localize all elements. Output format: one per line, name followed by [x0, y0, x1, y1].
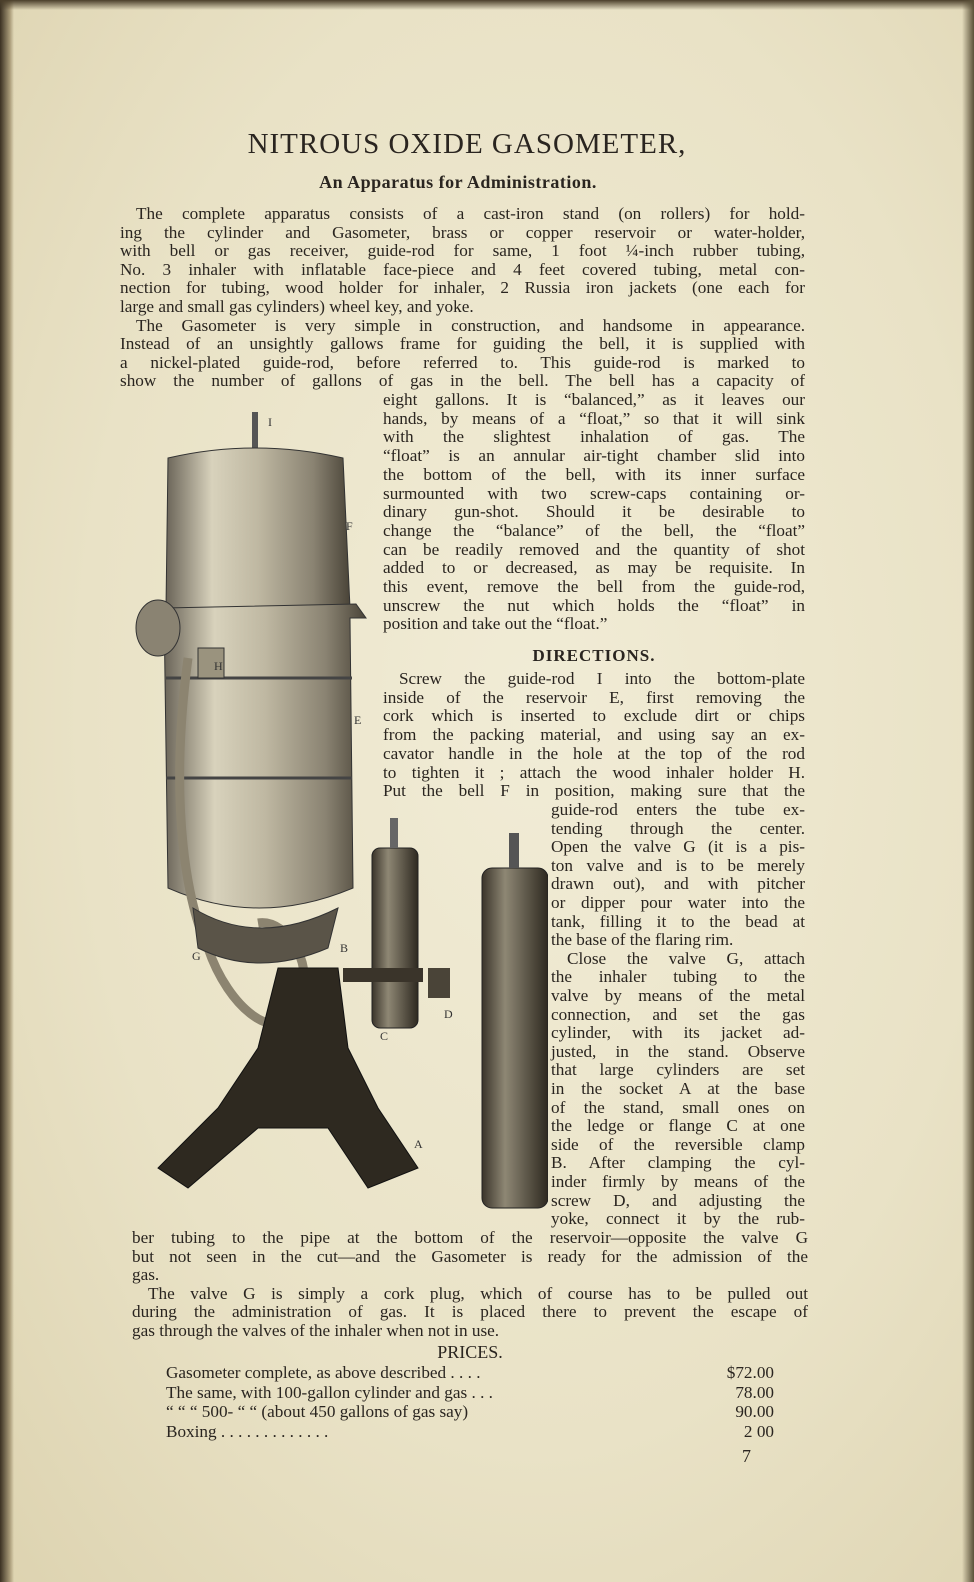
label-e: E [354, 713, 362, 727]
text-line: gas through the valves of the inhaler when not in use. [132, 1321, 500, 1340]
label-i: I [268, 415, 272, 429]
text-line: screw D, and adjusting the [551, 1190, 805, 1210]
text-line: Open the valve G (it is a pis- [551, 837, 805, 857]
label-b: B [340, 941, 349, 955]
text-line: during the administration of gas. It is placed there to prevent the escape of [132, 1302, 808, 1322]
text-line: the base of the flaring rim. [551, 930, 734, 950]
text-line: tending through the center. [551, 818, 805, 838]
label-h: H [214, 659, 223, 673]
text-line: show the number of gallons of gas in the bell. The bell has a capacity of [120, 371, 805, 391]
text-line: from the packing material, and using say an ex- [383, 725, 805, 745]
text-line: eight gallons. It is “balanced,” as it leaves our [383, 390, 805, 409]
text-line: in the socket A at the base [551, 1079, 805, 1098]
directions-heading: DIRECTIONS. [532, 646, 656, 665]
text-line: No. 3 inhaler with inflatable face-piece and 4 feet covered tubing, metal con- [120, 259, 805, 279]
text-line: of the stand, small ones on [551, 1097, 805, 1117]
text-line: yoke, connect it by the rub- [551, 1209, 805, 1229]
text-line: the inhaler tubing to the [551, 967, 805, 987]
price-row [166, 1363, 774, 1383]
text-line: but not seen in the cut—and the Gasometer is ready for the admission of the [132, 1246, 808, 1266]
text-line: a nickel-plated guide-rod, before referred to. This guide-rod is marked to [120, 352, 805, 372]
text-line: that large cylinders are set [551, 1060, 805, 1080]
label-f: F [346, 519, 353, 533]
price-item: “ “ “ 500- “ “ (about 450 gallons of gas say) [166, 1402, 469, 1421]
text-line: added to or decreased, as may be requisite. In [383, 558, 805, 578]
text-line: cork which is inserted to exclude dirt or chips [383, 706, 805, 726]
text-line: guide-rod enters the tube ex- [551, 800, 805, 819]
bell [166, 448, 350, 608]
text-line: large and small gas cylinders) wheel key, and yoke. [120, 297, 474, 316]
text-line: valve by means of the metal [551, 986, 805, 1005]
text-line: to tighten it ; attach the wood inhaler holder H. [383, 762, 805, 782]
text-line: The complete apparatus consists of a cast-iron stand (on rollers) for hold- [136, 204, 805, 223]
text-line: ber tubing to the pipe at the bottom of the reservoir—opposite the valve G [132, 1228, 808, 1247]
text-line: Instead of an unsightly gallows frame for guiding the bell, it is supplied with [120, 334, 805, 354]
text-line: dinary gun-shot. Should it be desirable to [383, 502, 805, 522]
price-value: $72.00 [726, 1363, 774, 1382]
guide-rod [252, 412, 258, 452]
text-line: Screw the guide-rod I into the bottom-plate [399, 669, 805, 688]
inhaler [136, 600, 180, 656]
small-gas-cylinder [372, 848, 418, 1028]
text-line: ing the cylinder and Gasometer, brass or copper reservoir or water-holder, [120, 222, 805, 242]
text-line: gas. [132, 1265, 160, 1285]
price-value: 2 00 [743, 1421, 774, 1441]
text-line: the bottom of the bell, with its inner surface [383, 464, 805, 484]
text-line: hands, by means of a “float,” so that it will sink [383, 408, 805, 428]
text-line: inder firmly by means of the [551, 1172, 805, 1191]
text-line: change the “balance” of the bell, the “float” [383, 520, 805, 540]
text-line: this event, remove the bell from the guide-rod, [383, 577, 805, 596]
text-line: with the slightest inhalation of gas. The [383, 427, 805, 447]
text-line: side of the reversible clamp [551, 1134, 805, 1154]
text-line: the ledge or flange C at one [551, 1116, 805, 1136]
page-shadow-left [0, 0, 14, 1582]
text-line: The Gasometer is very simple in construction, and handsome in appearance. [136, 315, 805, 335]
price-row [166, 1402, 774, 1422]
text-line: justed, in the stand. Observe [551, 1041, 805, 1061]
text-line: B. After clamping the cyl- [551, 1153, 805, 1173]
text-line: cavator handle in the hole at the top of the rod [383, 743, 805, 763]
text-line: nection for tubing, wood holder for inhaler, 2 Russia iron jackets (one each for [120, 278, 805, 298]
text-line: with bell or gas receiver, guide-rod for same, 1 foot ¼-inch rubber tubing, [120, 241, 805, 261]
text-line: drawn out), and with pitcher [551, 874, 805, 894]
large-gas-cylinder-jacket [482, 868, 548, 1208]
text-line: or dipper pour water into the [551, 893, 805, 912]
price-value: 78.00 [735, 1382, 774, 1402]
text-line: The valve G is simply a cork plug, which of course has to be pulled out [148, 1283, 808, 1303]
price-row [166, 1422, 774, 1442]
price-item: Gasometer complete, as above described . . . . [166, 1363, 481, 1382]
text-line: cylinder, with its jacket ad- [551, 1023, 805, 1043]
text-line: can be readily removed and the quantity of shot [383, 539, 805, 559]
text-line: Close the valve G, attach [567, 948, 805, 968]
price-row [166, 1383, 774, 1403]
label-d: D [444, 1007, 453, 1021]
prices-heading: PRICES. [437, 1342, 503, 1362]
text-line: connection, and set the gas [551, 1004, 805, 1024]
text-line: tank, filling it to the bead at [551, 911, 805, 931]
text-line: unscrew the nut which holds the “float” in [383, 595, 805, 615]
price-item: Boxing . . . . . . . . . . . . . [166, 1421, 329, 1441]
label-a: A [414, 1137, 423, 1151]
page-number: 7 [742, 1446, 751, 1466]
reservoir [164, 604, 366, 908]
page-title: NITROUS OXIDE GASOMETER, [247, 128, 687, 160]
gasometer-illustration [128, 408, 548, 1228]
label-g: G [192, 949, 201, 963]
page-shadow-right [962, 0, 974, 1582]
text-line: position and take out the “float.” [383, 614, 608, 634]
page-subtitle: An Apparatus for Administration. [319, 172, 597, 192]
page-shadow-top [0, 0, 974, 10]
text-line: surmounted with two screw-caps containing or- [383, 483, 805, 503]
price-item: The same, with 100-gallon cylinder and gas . . . [166, 1382, 493, 1402]
text-line: Put the bell F in position, making sure that the [383, 781, 805, 801]
text-line: ton valve and is to be merely [551, 855, 805, 875]
text-line: “float” is an annular air-tight chamber slid into [383, 446, 805, 466]
label-c: C [380, 1029, 389, 1043]
text-line: inside of the reservoir E, first removing the [383, 687, 805, 707]
price-value: 90.00 [735, 1402, 774, 1421]
